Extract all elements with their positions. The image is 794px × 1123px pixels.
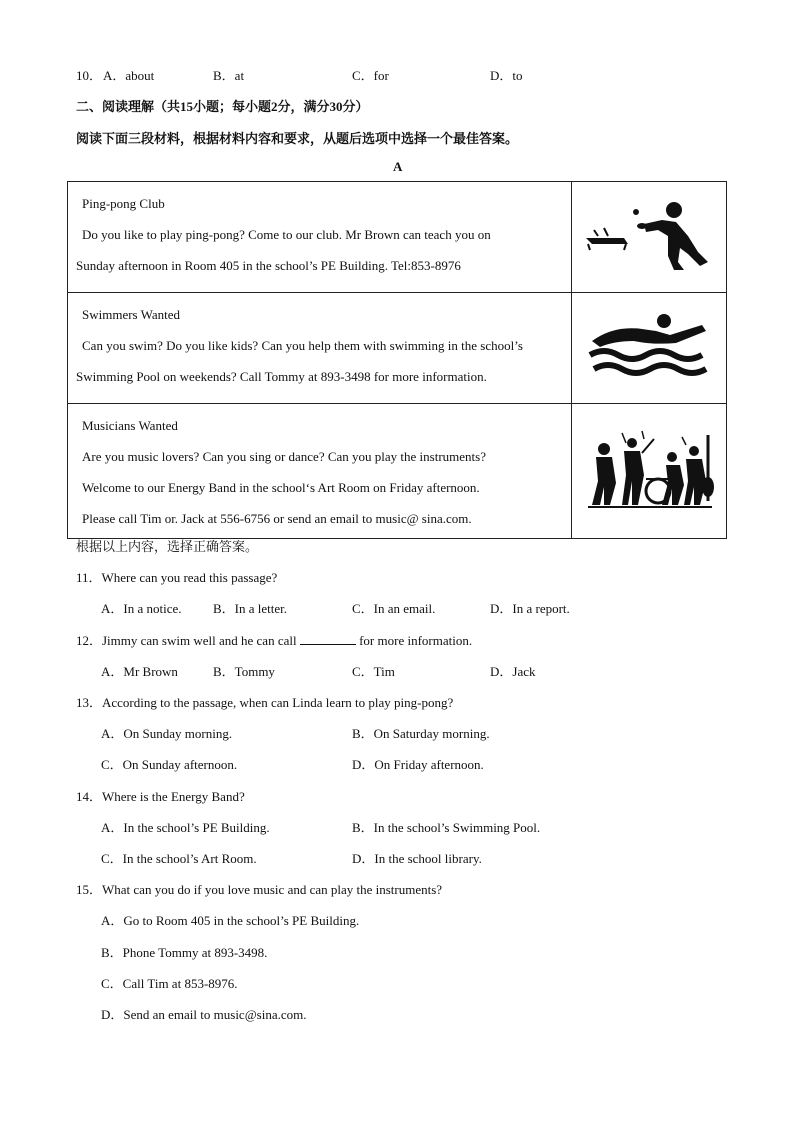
ad-text-line: Swimming Pool on weekends? Call Tommy at 893-3498 for more information. (76, 369, 487, 384)
q12-stem-before: 12．Jimmy can swim well and he can call (76, 633, 300, 648)
instructions: 阅读下面三段材料，根据材料内容和要求，从题后选项中选择一个最佳答案。 (76, 131, 519, 146)
q15-option-a: A．Go to Room 405 in the school’s PE Building. (101, 913, 360, 928)
q14-option-c: C．In the school’s Art Room. (101, 851, 257, 866)
q14-stem: 14．Where is the Energy Band? (76, 789, 245, 804)
q10-option-d: D．to (490, 68, 523, 83)
ads-table (67, 181, 727, 539)
q11-option-d: D．In a report. (490, 601, 570, 616)
q14-option-d: D．In the school library. (352, 851, 482, 866)
section-heading: 二、阅读理解（共15小题；每小题2分，满分30分） (76, 99, 369, 114)
q15-option-c: C．Call Tim at 853-8976. (101, 976, 238, 991)
q10-option-b: B．at (213, 68, 245, 83)
q15-option-d: D．Send an email to music@sina.com. (101, 1007, 307, 1022)
q13-stem: 13．According to the passage, when can Linda learn to play ping-pong? (76, 695, 454, 710)
swimmer-icon (572, 293, 727, 404)
q13-option-a: A．On Sunday morning. (101, 726, 233, 741)
ad-text-line: Can you swim? Do you like kids? Can you help them with swimming in the school’s (82, 338, 523, 353)
q15-stem: 15．What can you do if you love music and can play the instruments? (76, 882, 443, 897)
q11-stem: 11．Where can you read this passage? (76, 570, 278, 585)
passage-label: A (393, 159, 403, 174)
q12-stem-after: for more information. (355, 633, 473, 648)
band-icon (572, 404, 727, 539)
ad-text-line: Welcome to our Energy Band in the school‘s Art Room on Friday afternoon. (82, 480, 480, 495)
answer-blank (300, 632, 356, 645)
q10-number: 10． (76, 68, 103, 83)
q14-option-b: B．In the school’s Swimming Pool. (352, 820, 541, 835)
q12-stem (76, 630, 472, 649)
q15-option-b: B．Phone Tommy at 893-3498. (101, 945, 268, 960)
ad-title: Musicians Wanted (82, 418, 178, 433)
q13-option-d: D．On Friday afternoon. (352, 757, 484, 772)
q12-option-a: A．Mr Brown (101, 664, 178, 679)
q11-option-a: A．In a notice. (101, 601, 182, 616)
ad-row-musicians (68, 404, 727, 539)
ad-text-line: Do you like to play ping-pong? Come to our club. Mr Brown can teach you on (82, 227, 491, 242)
ad-title: Ping-pong Club (82, 196, 165, 211)
q12-option-c: C．Tim (352, 664, 395, 679)
q11-option-c: C．In an email. (352, 601, 436, 616)
q12-option-b: B．Tommy (213, 664, 275, 679)
ad-text-line: Sunday afternoon in Room 405 in the school’s PE Building. Tel:853-8976 (76, 258, 461, 273)
ad-row-swimmers (68, 293, 727, 404)
q10-option-c: C．for (352, 68, 389, 83)
ad-text-line: Please call Tim or. Jack at 556-6756 or send an email to music@ sina.com. (82, 511, 472, 526)
ad-row-ping-pong (68, 182, 727, 293)
q11-option-b: B．In a letter. (213, 601, 288, 616)
q14-option-a: A．In the school’s PE Building. (101, 820, 270, 835)
ad-title: Swimmers Wanted (82, 307, 181, 322)
q13-option-c: C．On Sunday afternoon. (101, 757, 238, 772)
q13-option-b: B．On Saturday morning. (352, 726, 490, 741)
ad-text-line: Are you music lovers? Can you sing or dance? Can you play the instruments? (82, 449, 486, 464)
q10-option-a: A．about (103, 68, 155, 83)
q12-option-d: D．Jack (490, 664, 536, 679)
ping-pong-icon (572, 182, 727, 293)
after-table-instruction: 根据以上内容，选择正确答案。 (76, 539, 259, 554)
